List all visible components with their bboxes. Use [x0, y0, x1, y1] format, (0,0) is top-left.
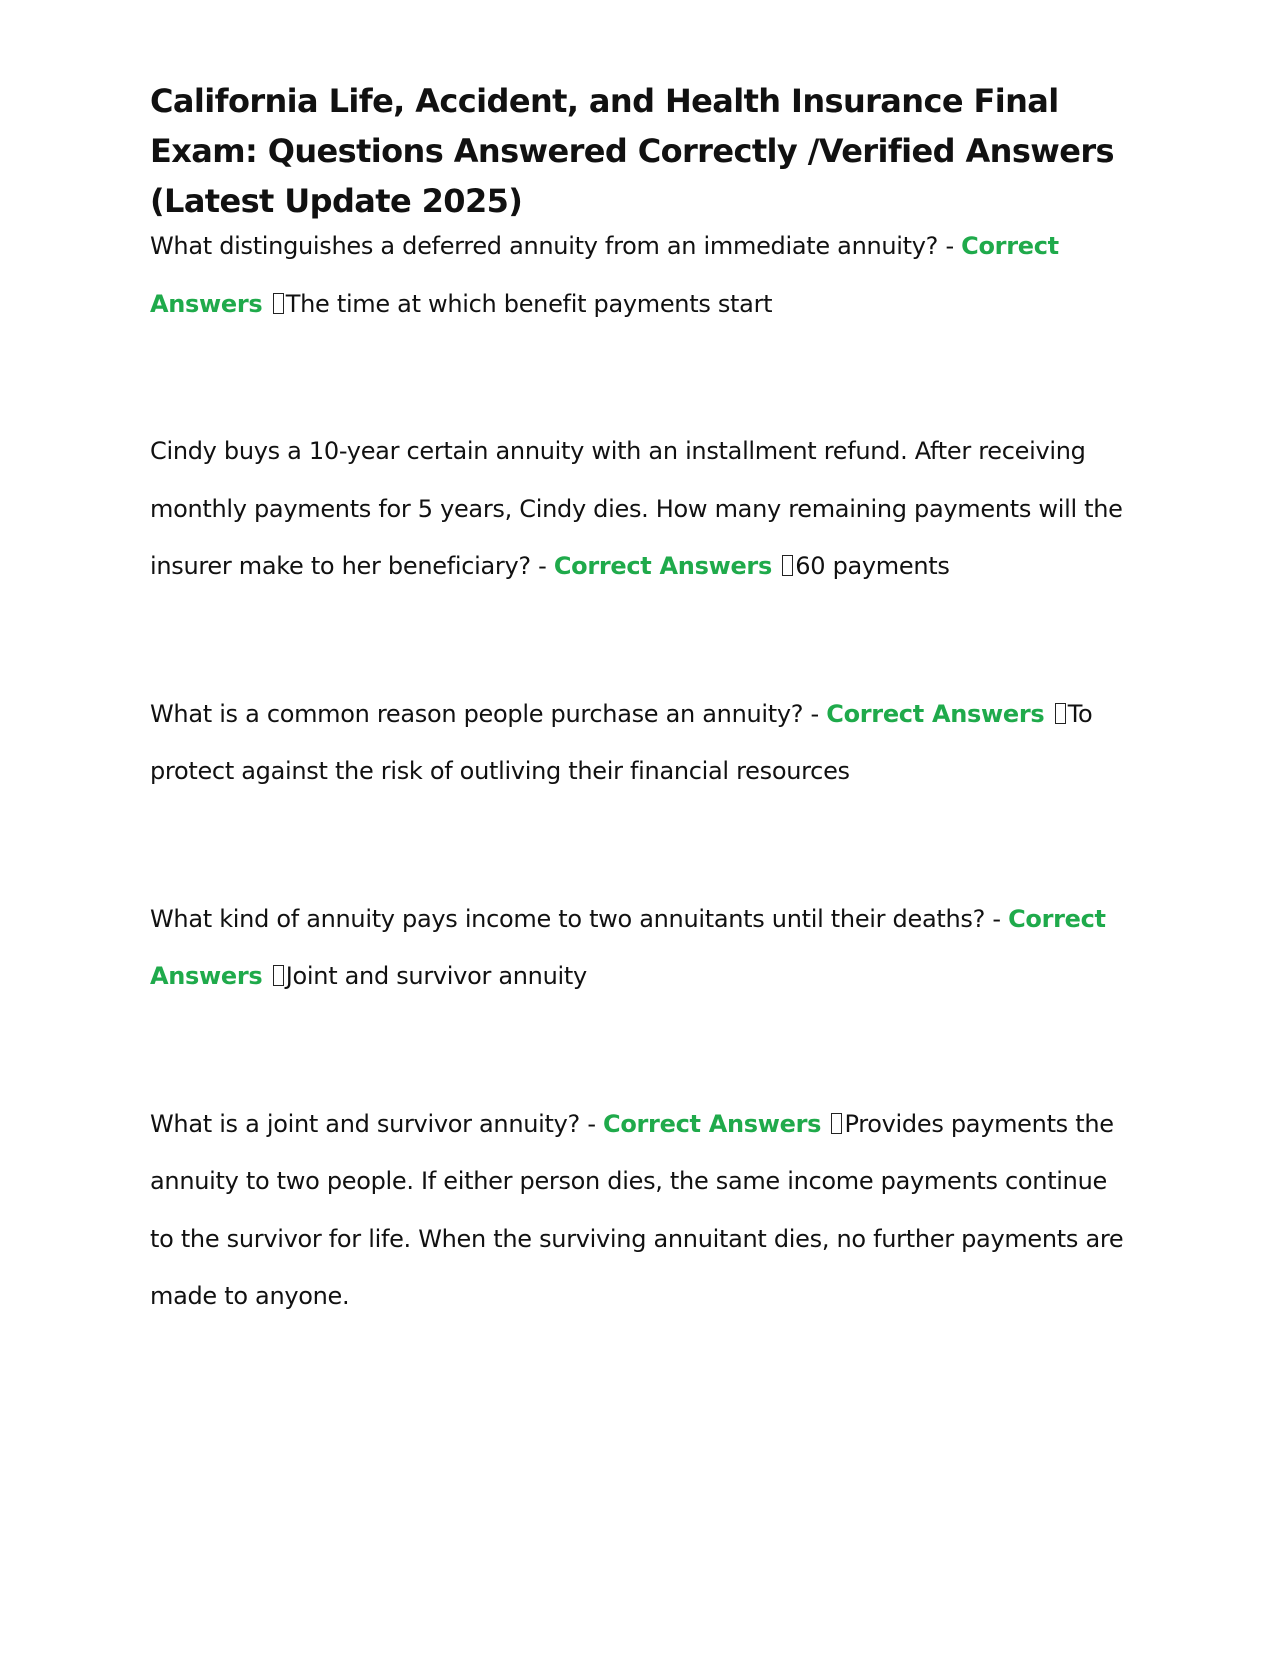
- correct-answers-label: Correct Answers: [553, 552, 772, 580]
- separator: -: [530, 552, 554, 580]
- separator: -: [579, 1109, 604, 1138]
- correct-answers-label: Correct Answers: [826, 699, 1045, 728]
- question-text: What distinguishes a deferred annuity from an immediate annuity?: [150, 232, 939, 260]
- qa-item: [150, 423, 1130, 596]
- qa-item: [150, 891, 1130, 1006]
- separator: -: [938, 232, 962, 260]
- missing-glyph-icon: [1055, 703, 1066, 724]
- answer-text: 60 payments: [795, 552, 950, 580]
- question-text: What is a common reason people purchase an annuity?: [150, 699, 804, 728]
- answer-text: The time at which benefit payments start: [285, 289, 773, 318]
- qa-item: [150, 686, 1130, 801]
- correct-answers-label: Correct Answers: [150, 904, 1106, 990]
- missing-glyph-icon: [273, 293, 284, 314]
- question-text: Cindy buys a 10-year certain annuity with an installment refund. After receiving monthly payments for 5 years, Cindy dies. How many remaining payments will the insurer make to her beneficiary?: [150, 437, 1123, 580]
- question-text: What kind of annuity pays income to two annuitants until their deaths?: [150, 904, 986, 933]
- missing-glyph-icon: [273, 965, 284, 986]
- missing-glyph-icon: [782, 555, 793, 576]
- separator: -: [985, 904, 1009, 933]
- answer-text: Provides payments the annuity to two people. If either person dies, the same income payments continue to the survivor for life. When the surviving annuitant dies, no further payments are made to anyone.: [150, 1109, 1124, 1310]
- separator: -: [803, 699, 827, 728]
- missing-glyph-icon: [831, 1113, 842, 1134]
- question-text: What is a joint and survivor annuity?: [150, 1109, 580, 1138]
- qa-item: [150, 218, 1130, 333]
- correct-answers-label: Correct Answers: [603, 1109, 822, 1138]
- qa-item: [150, 1096, 1130, 1326]
- answer-text: Joint and survivor annuity: [285, 962, 587, 990]
- document-page: [150, 76, 1130, 1326]
- answer-text: To protect against the risk of outliving their financial resources: [150, 699, 1093, 785]
- document-title: California Life, Accident, and Health Insurance Final Exam: Questions Answered Correctly /Verified Answers (Latest Update 2025): [150, 82, 1114, 220]
- correct-answers-label: Correct Answers: [150, 232, 1059, 318]
